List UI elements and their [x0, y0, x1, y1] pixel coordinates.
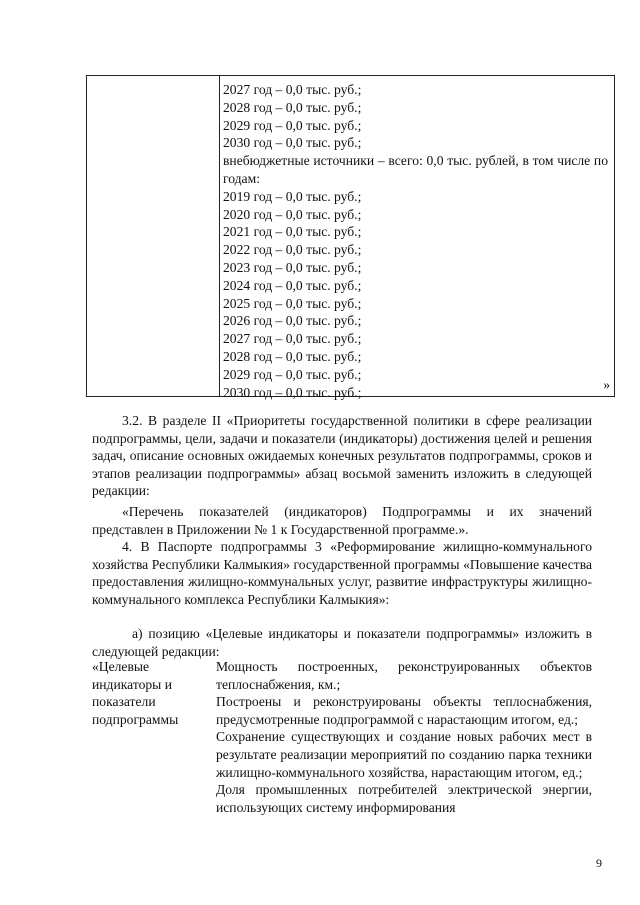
- financing-line: 2027 год – 0,0 тыс. руб.;: [223, 82, 362, 97]
- financing-cell: [223, 81, 608, 401]
- financing-line: 2030 год – 0,0 тыс. руб.;: [223, 135, 362, 151]
- financing-line: 2024 год – 0,0 тыс. руб.;: [223, 277, 362, 293]
- financing-line: 2029 год – 0,0 тыс. руб.;: [223, 366, 362, 382]
- financing-line: 2021 год – 0,0 тыс. руб.;: [223, 224, 362, 240]
- indicators-values: [216, 658, 592, 816]
- indicator-item: Доля промышленных потребителей электрической энергии, использующих систему информирования: [216, 782, 592, 815]
- page-number: 9: [596, 856, 602, 870]
- paragraph-4: 4. В Паспорте подпрограммы 3 «Реформирование жилищно-коммунального хозяйства Республики Калмыкия» государственной программы «Повышение качества предоставления жилищно-коммунальных услуг, развитие инфраструктуры жилищно-коммунального комплекса Республики Калмыкия»:: [92, 539, 592, 607]
- financing-line: 2020 год – 0,0 тыс. руб.;: [223, 206, 362, 222]
- financing-line: 2027 год – 0,0 тыс. руб.;: [223, 331, 362, 347]
- table-column-divider: [219, 76, 220, 396]
- paragraph-quote: «Перечень показателей (индикаторов) Подпрограммы и их значений представлен в Приложении № 1 к Государственной программе.».: [92, 504, 592, 537]
- indicators-label: «Целевые индикаторы и показатели подпрограммы: [92, 659, 179, 727]
- indicator-item: Построены и реконструированы объекты теплоснабжения, предусмотренные подпрограммой с нарастающим итогом, ед.;: [216, 694, 592, 727]
- financing-line: 2023 год – 0,0 тыс. руб.;: [223, 259, 362, 275]
- financing-line: 2030 год – 0,0 тыс. руб.;: [223, 384, 362, 400]
- indicator-item: Мощность построенных, реконструированных объектов теплоснабжения, км.;: [216, 659, 592, 692]
- financing-line: 2025 год – 0,0 тыс. руб.;: [223, 295, 362, 311]
- financing-line: 2022 год – 0,0 тыс. руб.;: [223, 242, 362, 258]
- financing-line: 2026 год – 0,0 тыс. руб.;: [223, 313, 362, 329]
- indicator-item: Сохранение существующих и создание новых рабочих мест в результате реализации мероприятий по созданию парка техники жилищно-коммунального хозяйства, нарастающим итогом, ед.;: [216, 729, 592, 780]
- paragraph-3-2: 3.2. В разделе II «Приоритеты государственной политики в сфере реализации подпрограммы, цели, задачи и показатели (индикаторы) достижения целей и решения задач, описание основных ожидаемых конечных результатов подпрограммы, сроков и этапов реализации подпрограммы» абзац восьмой заменить изложить в следующей редакции:: [92, 413, 592, 499]
- financing-line: 2028 год – 0,0 тыс. руб.;: [223, 99, 362, 115]
- financing-table: [86, 75, 615, 400]
- financing-line: 2019 год – 0,0 тыс. руб.;: [223, 188, 362, 204]
- financing-line: 2029 год – 0,0 тыс. руб.;: [223, 117, 362, 133]
- financing-line: 2028 год – 0,0 тыс. руб.;: [223, 348, 362, 364]
- paragraph-4a: а) позицию «Целевые индикаторы и показатели подпрограммы» изложить в следующей редакции:: [92, 626, 592, 659]
- closing-quote: »: [603, 377, 610, 392]
- extra-budget-line: внебюджетные источники – всего: 0,0 тыс. рублей, в том числе по годам:: [223, 153, 608, 186]
